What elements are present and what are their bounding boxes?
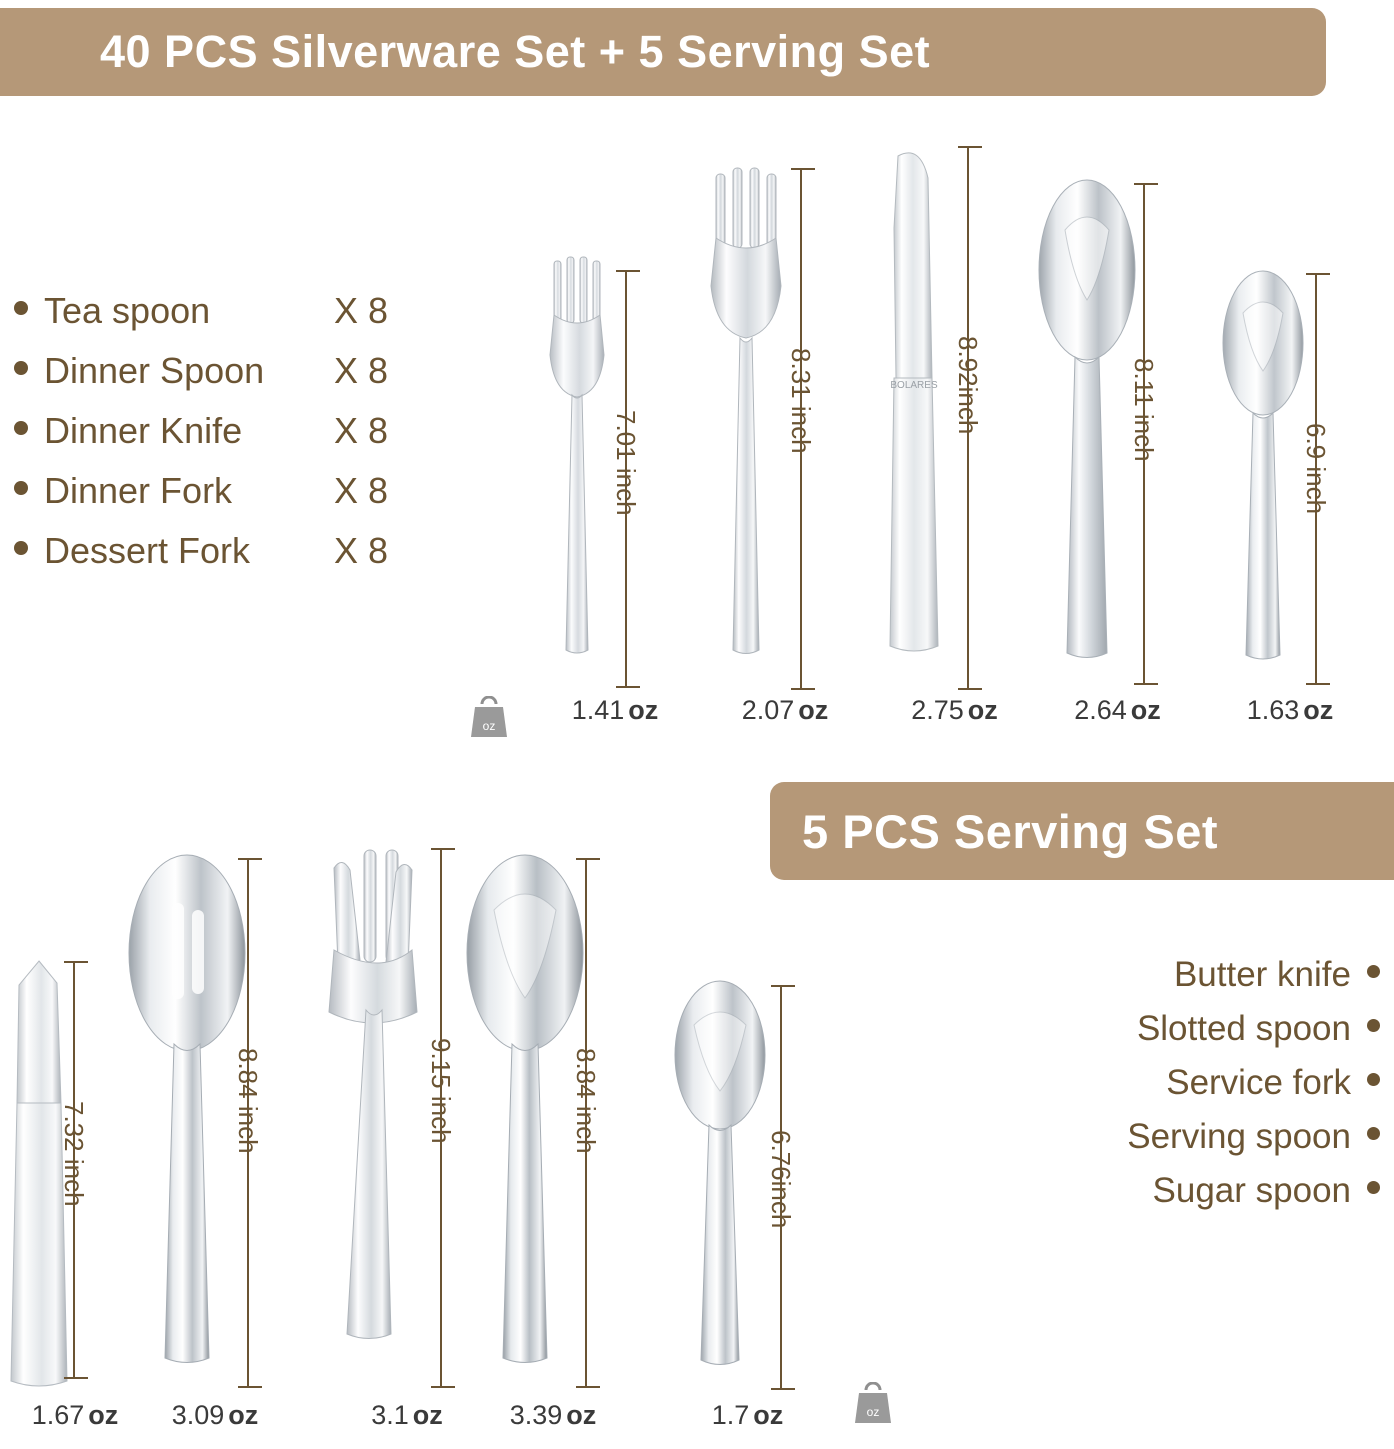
dimension-label: 8.84 inch <box>571 1048 601 1154</box>
list-item-label: Slotted spoon <box>1136 1009 1351 1048</box>
header-banner-serving-set-text: 5 PCS Serving Set <box>802 804 1218 858</box>
main-set-item-list <box>14 290 444 590</box>
dimension-bar <box>611 270 641 688</box>
bullet-dot-icon <box>14 541 28 555</box>
dimension-bar <box>233 858 263 1388</box>
dimension-bar <box>766 985 796 1390</box>
list-item-label: Service fork <box>1166 1063 1351 1102</box>
dimension-label: 6.9 inch <box>1301 423 1331 515</box>
bullet-dot-icon <box>1367 1073 1380 1086</box>
list-item <box>1010 955 1380 995</box>
piece-dessert-fork <box>525 255 695 725</box>
list-item-qty: X 8 <box>334 410 389 451</box>
list-item <box>14 530 444 572</box>
piece-sugar-spoon <box>660 975 845 1430</box>
svg-text:oz: oz <box>482 719 496 733</box>
weight-label: 3.09 oz <box>171 1400 259 1430</box>
weight-label: 2.64 oz <box>1074 695 1161 725</box>
dimension-label: 8.92inch <box>953 336 983 435</box>
dimension-bar <box>1301 273 1331 685</box>
dimension-label: 8.31 inch <box>786 348 816 454</box>
weight-label: 1.7 oz <box>711 1400 784 1430</box>
piece-dinner-spoon <box>1025 175 1205 725</box>
dimension-bar <box>571 858 601 1388</box>
list-item <box>14 470 444 512</box>
bullet-dot-icon <box>14 301 28 315</box>
piece-serving-spoon <box>458 848 653 1430</box>
bullet-dot-icon <box>14 481 28 495</box>
piece-dinner-knife <box>862 140 1037 725</box>
list-item <box>14 350 444 392</box>
weight-label: 1.63 oz <box>1246 695 1334 725</box>
list-item-label: Tea spoon <box>44 290 211 331</box>
bullet-dot-icon <box>1367 965 1380 978</box>
weight-label: 1.67 oz <box>31 1400 119 1430</box>
dimension-bar <box>953 146 983 690</box>
butter-knife-image <box>0 945 105 1400</box>
bullet-dot-icon <box>1367 1181 1380 1194</box>
weight-label: 3.1 oz <box>371 1400 443 1430</box>
piece-tea-spoon <box>1205 265 1375 725</box>
list-item <box>1010 1063 1380 1103</box>
list-item <box>1010 1171 1380 1211</box>
list-item <box>1010 1117 1380 1157</box>
bullet-dot-icon <box>14 361 28 375</box>
piece-slotted-spoon <box>120 848 315 1430</box>
piece-dinner-fork <box>690 160 870 725</box>
list-item <box>1010 1009 1380 1049</box>
dimension-bar <box>786 168 816 690</box>
dimension-label: 8.11 inch <box>1129 358 1159 462</box>
list-item <box>14 410 444 452</box>
svg-text:BOLARES: BOLARES <box>890 380 938 391</box>
list-item-qty: X 8 <box>334 470 389 511</box>
list-item-qty: X 8 <box>334 530 389 571</box>
dimension-label: 6.76inch <box>766 1130 796 1229</box>
dimension-label: 7.01 inch <box>611 410 641 516</box>
list-item-qty: X 8 <box>334 350 389 391</box>
list-item-label: Dessert Fork <box>44 530 251 571</box>
serving-set-item-list <box>1010 955 1380 1225</box>
bullet-dot-icon <box>14 421 28 435</box>
weight-label: 1.41 oz <box>571 695 659 725</box>
weight-label: 2.75 oz <box>911 695 998 725</box>
svg-text:oz: oz <box>866 1405 880 1419</box>
dimension-label: 8.84 inch <box>233 1048 263 1154</box>
weight-label: 3.39 oz <box>509 1400 597 1430</box>
dimension-bar <box>1129 183 1159 685</box>
list-item-label: Serving spoon <box>1127 1117 1351 1156</box>
dimension-label: 9.15 inch <box>426 1038 456 1144</box>
dimension-bar <box>59 961 89 1379</box>
list-item <box>14 290 444 332</box>
weight-badge-icon <box>468 696 510 740</box>
dimension-label: 7.32 inch <box>59 1101 89 1207</box>
list-item-label: Dinner Knife <box>44 410 243 451</box>
header-banner-main-set <box>0 8 1326 96</box>
list-item-label: Butter knife <box>1173 955 1351 994</box>
bullet-dot-icon <box>1367 1127 1380 1140</box>
weight-label: 2.07 oz <box>741 695 829 725</box>
list-item-label: Dinner Fork <box>44 470 233 511</box>
weight-badge-icon <box>852 1382 894 1426</box>
bullet-dot-icon <box>1367 1019 1380 1032</box>
dimension-bar <box>426 848 456 1388</box>
header-banner-main-set-text: 40 PCS Silverware Set + 5 Serving Set <box>100 26 931 77</box>
list-item-qty: X 8 <box>334 290 389 331</box>
list-item-label: Dinner Spoon <box>44 350 265 391</box>
header-banner-serving-set <box>770 782 1394 880</box>
list-item-label: Sugar spoon <box>1152 1171 1351 1210</box>
